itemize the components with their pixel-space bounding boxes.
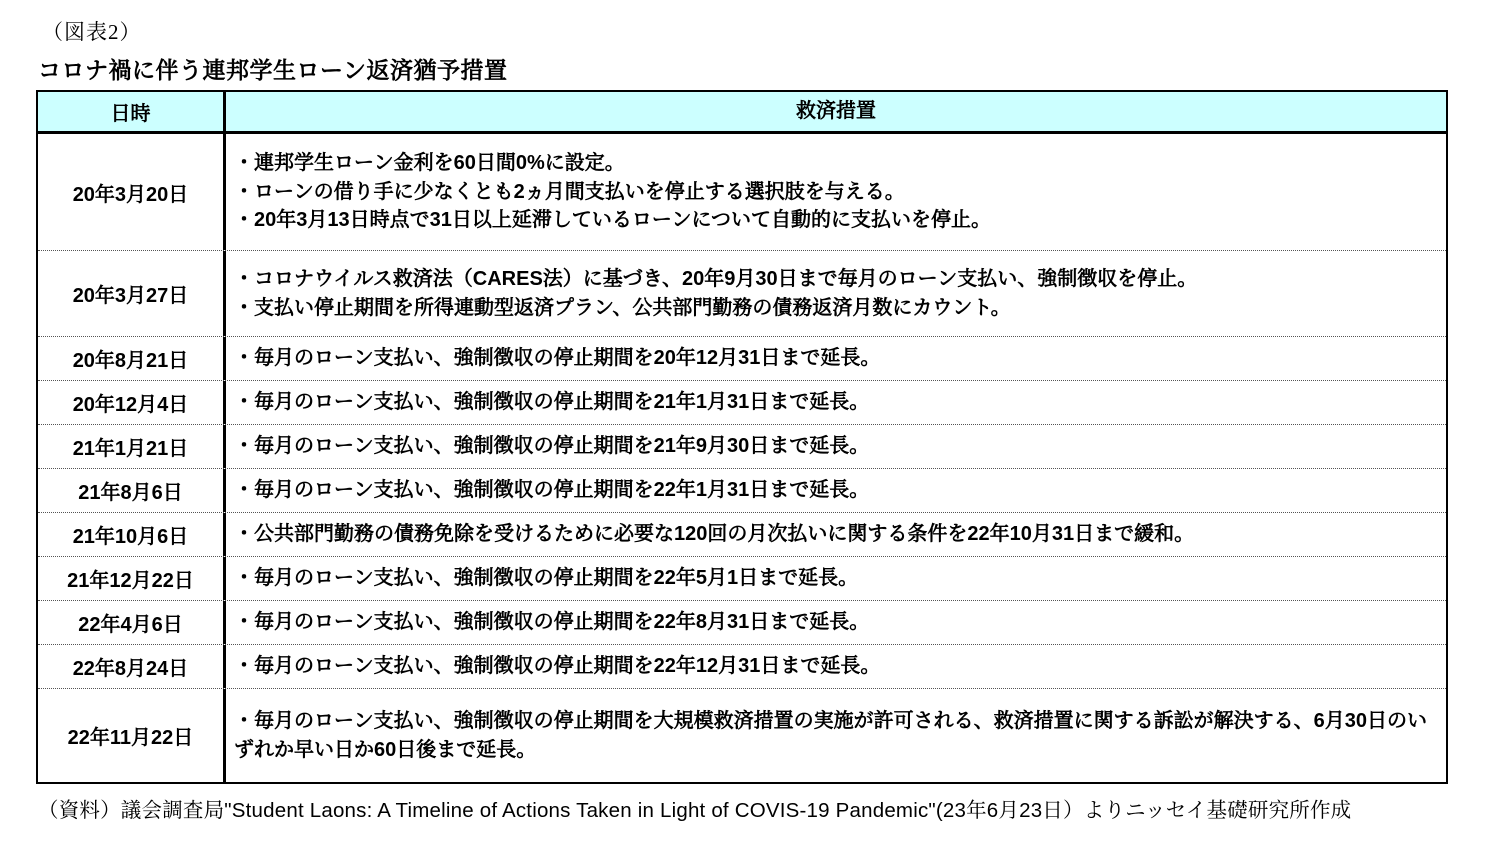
table-row — [38, 336, 1446, 380]
date-cell: 20年8月21日 — [38, 337, 226, 380]
measures-cell — [226, 645, 1446, 688]
measure-line: ・毎月のローン支払い、強制徴収の停止期間を22年12月31日まで延長。 — [234, 655, 881, 678]
source-note: （資料）議会調査局"Student Laons: A Timeline of Actions Taken in Light of COVIS-19 Pandemic"(23年6月23日）よりニッセイ基礎研究所作成 — [38, 799, 1352, 822]
table-row — [38, 688, 1446, 782]
table-row — [38, 644, 1446, 688]
date-cell: 20年3月27日 — [38, 251, 226, 336]
measure-line: ・ローンの借り手に少なくとも2ヵ月間支払いを停止する選択肢を与える。 — [234, 180, 905, 203]
measure-line: ・毎月のローン支払い、強制徴収の停止期間を22年1月31日まで延長。 — [234, 479, 870, 502]
page-title: コロナ禍に伴う連邦学生ローン返済猶予措置 — [38, 57, 508, 83]
measures-cell — [226, 381, 1446, 424]
measures-cell — [226, 425, 1446, 468]
date-cell: 22年11月22日 — [38, 689, 226, 782]
measure-line: ・毎月のローン支払い、強制徴収の停止期間を20年12月31日まで延長。 — [234, 347, 881, 370]
header-cell-date: 日時 — [38, 92, 226, 131]
measure-line: ・毎月のローン支払い、強制徴収の停止期間を22年8月31日まで延長。 — [234, 611, 870, 634]
table-header-row — [38, 92, 1446, 134]
table-row — [38, 556, 1446, 600]
measure-line: ・20年3月13日時点で31日以上延滞しているローンについて自動的に支払いを停止。 — [234, 209, 992, 232]
measures-cell — [226, 557, 1446, 600]
table-row — [38, 600, 1446, 644]
date-cell: 21年12月22日 — [38, 557, 226, 600]
measure-line: ・毎月のローン支払い、強制徴収の停止期間を21年1月31日まで延長。 — [234, 391, 870, 414]
date-cell: 21年10月6日 — [38, 513, 226, 556]
measure-line: ・毎月のローン支払い、強制徴収の停止期間を21年9月30日まで延長。 — [234, 435, 870, 458]
date-cell: 20年12月4日 — [38, 381, 226, 424]
measure-line: ・毎月のローン支払い、強制徴収の停止期間を大規模救済措置の実施が許可される、救済措置に関する訴訟が解決する、6月30日のいずれか早い日か60日後まで延長。 — [234, 710, 1427, 761]
date-cell: 21年1月21日 — [38, 425, 226, 468]
date-cell: 21年8月6日 — [38, 469, 226, 512]
date-cell: 20年3月20日 — [38, 134, 226, 250]
table-row — [38, 380, 1446, 424]
measures-cell — [226, 337, 1446, 380]
measures-cell — [226, 251, 1446, 336]
measures-cell — [226, 689, 1446, 782]
table-row — [38, 134, 1446, 250]
measure-line: ・連邦学生ローン金利を60日間0%に設定。 — [234, 152, 625, 175]
measures-cell — [226, 513, 1446, 556]
table-row — [38, 468, 1446, 512]
table-row — [38, 424, 1446, 468]
figure-label: （図表2） — [42, 20, 142, 44]
measure-line: ・公共部門勤務の債務免除を受けるために必要な120回の月次払いに関する条件を22年10月31日まで緩和。 — [234, 523, 1195, 546]
table-row — [38, 512, 1446, 556]
measure-line: ・コロナウイルス救済法（CARES法）に基づき、20年9月30日まで毎月のローン支払い、強制徴収を停止。 — [234, 268, 1198, 291]
measure-line: ・毎月のローン支払い、強制徴収の停止期間を22年5月1日まで延長。 — [234, 567, 859, 590]
relief-measures-table — [36, 90, 1448, 784]
measures-cell — [226, 134, 1446, 250]
table-row — [38, 250, 1446, 336]
date-cell: 22年8月24日 — [38, 645, 226, 688]
header-cell-measures: 救済措置 — [796, 100, 876, 123]
measures-cell — [226, 469, 1446, 512]
measure-line: ・支払い停止期間を所得連動型返済プラン、公共部門勤務の債務返済月数にカウント。 — [234, 296, 1011, 319]
measures-cell — [226, 601, 1446, 644]
date-cell: 22年4月6日 — [38, 601, 226, 644]
